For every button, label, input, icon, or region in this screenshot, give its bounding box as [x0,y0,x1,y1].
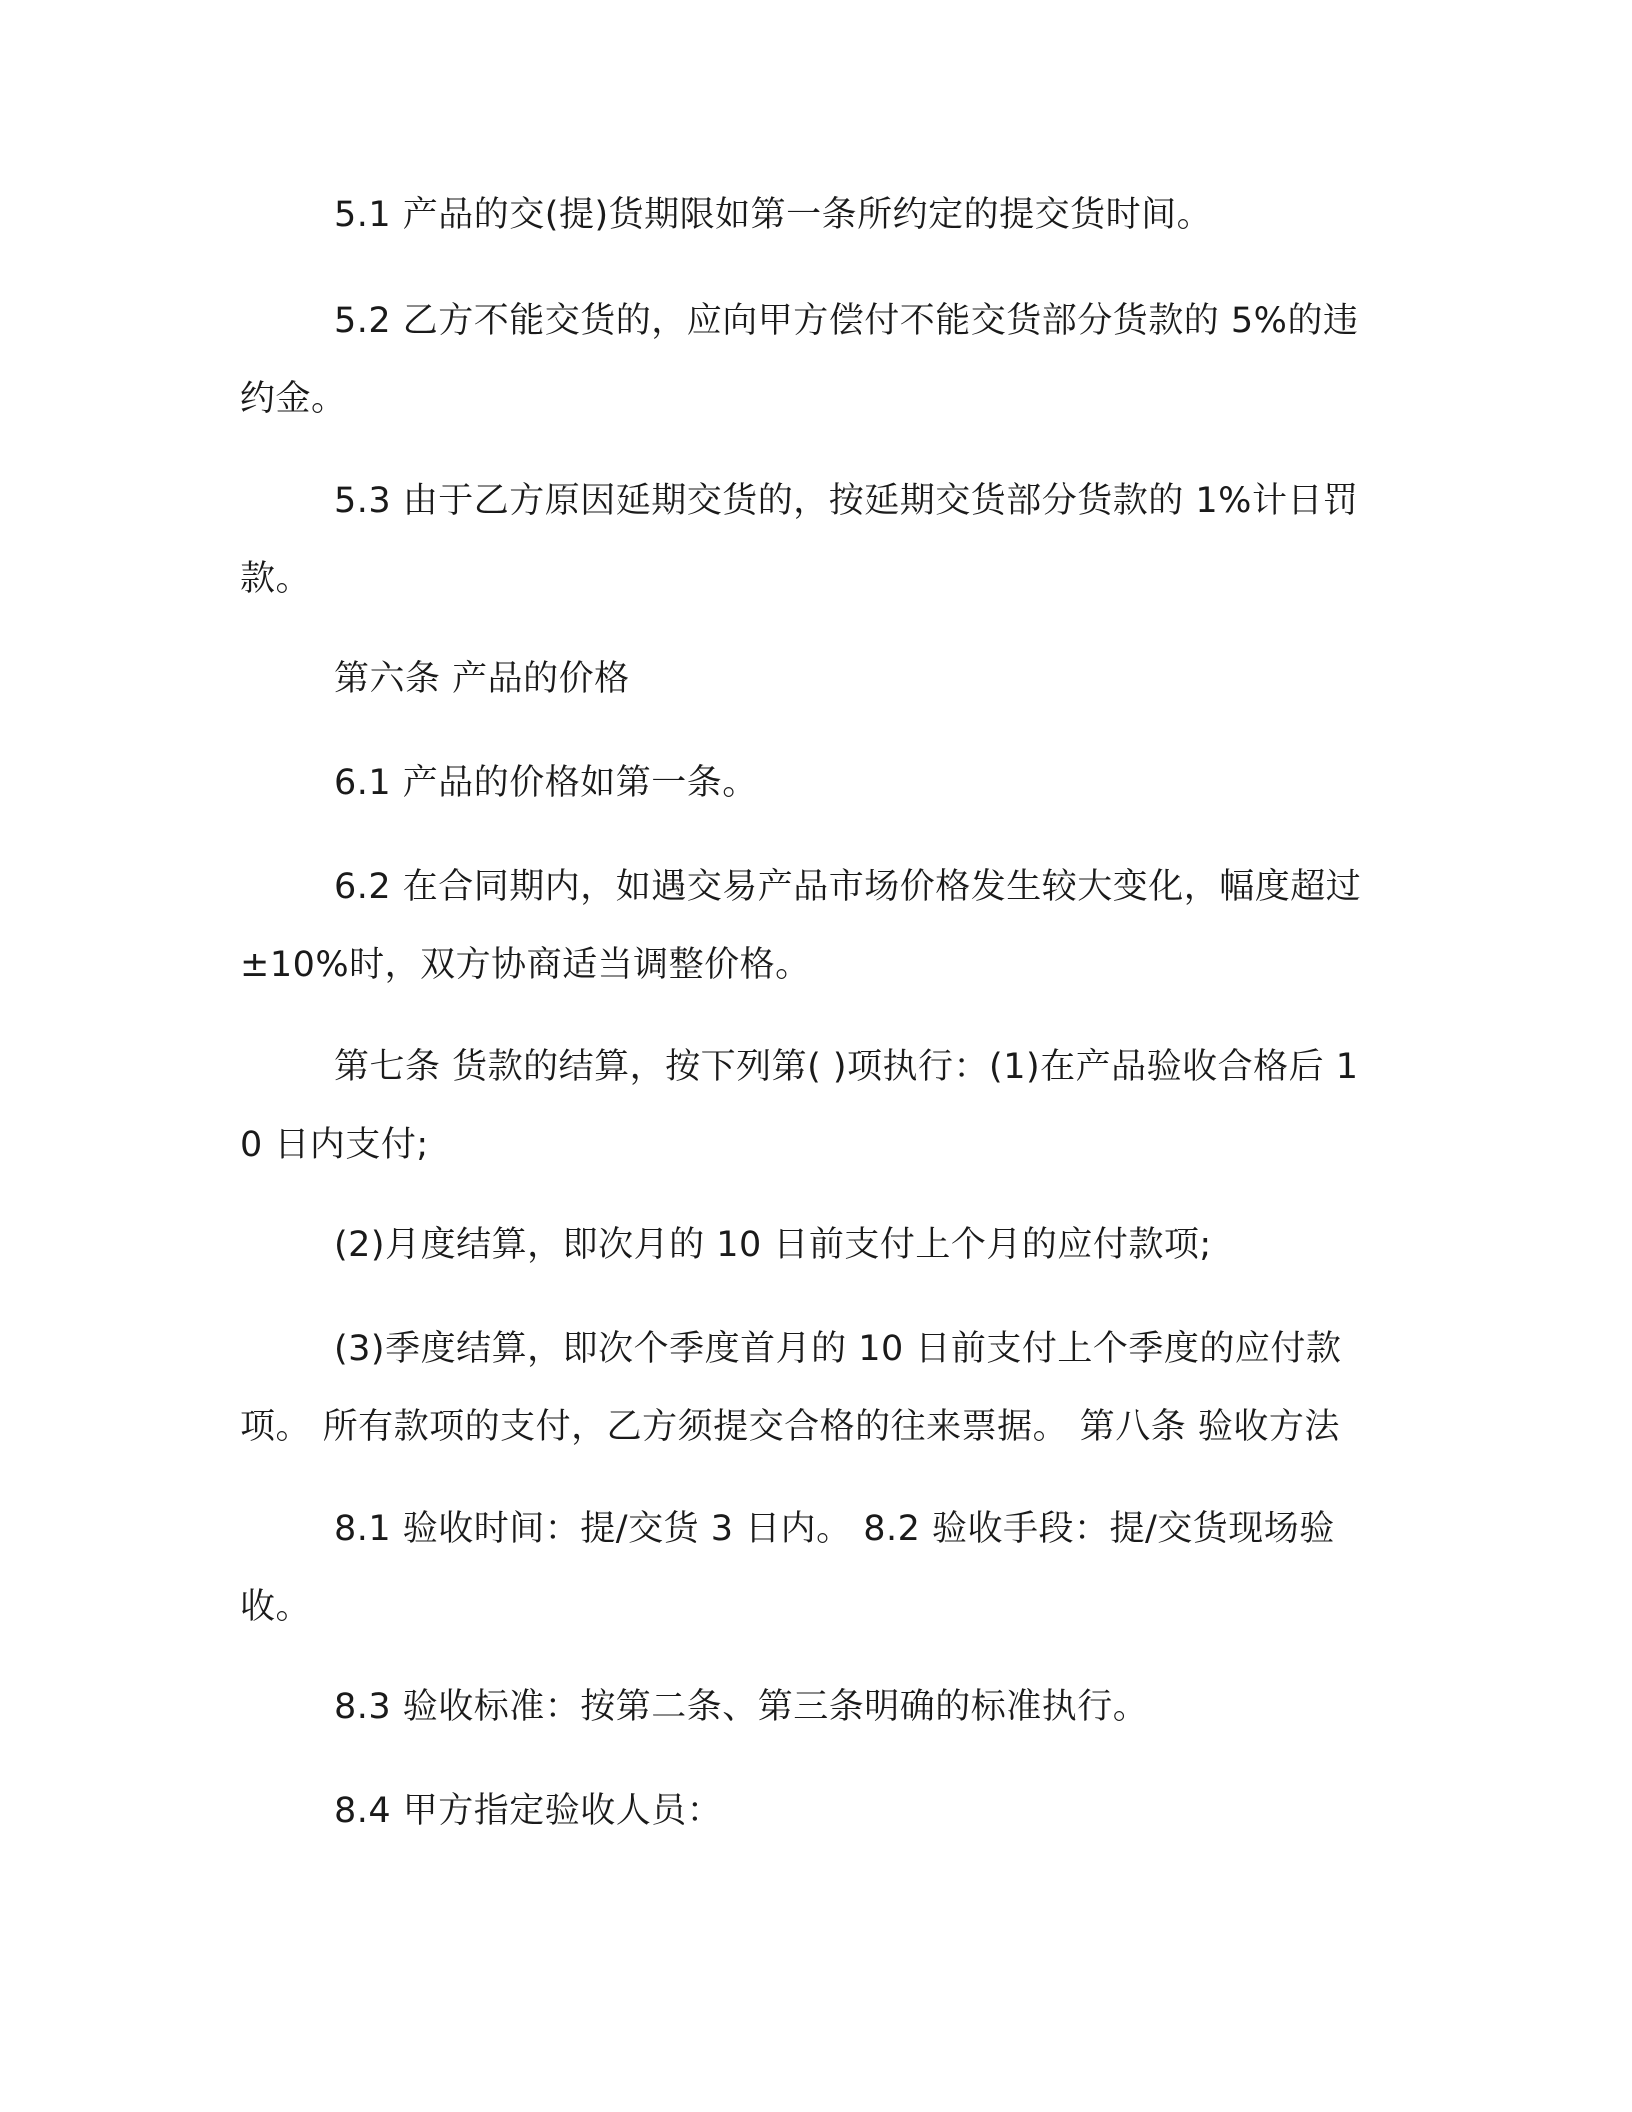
clause-8-3: 8.3 验收标准：按第二条、第三条明确的标准执行。 [334,1687,1149,1727]
clause-6-1: 6.1 产品的价格如第一条。 [334,763,758,803]
clause-5-3: 5.3 由于乙方原因延期交货的，按延期交货部分货款的 1%计日罚款。 [240,481,1359,599]
payment-option-2: (2)月度结算，即次月的 10 日前支付上个月的应付款项; [334,1225,1212,1265]
article-7-payment: 第七条 货款的结算，按下列第( )项执行：(1)在产品验收合格后 10 日内支付; [240,1047,1359,1165]
article-6-heading: 第六条 产品的价格 [334,659,630,699]
clause-6-2: 6.2 在合同期内，如遇交易产品市场价格发生较大变化，幅度超过±10%时，双方协商适当调整价格。 [240,867,1362,985]
payment-option-3: (3)季度结算，即次个季度首月的 10 日前支付上个季度的应付款项。 所有款项的支付，乙方须提交合格的往来票据。 第八条 验收方法 [240,1329,1342,1447]
clause-5-1: 5.1 产品的交(提)货期限如第一条所约定的提交货时间。 [334,195,1213,235]
clause-8-1-8-2: 8.1 验收时间：提/交货 3 日内。 8.2 验收手段：提/交货现场验收。 [240,1509,1335,1627]
clause-5-2: 5.2 乙方不能交货的，应向甲方偿付不能交货部分货款的 5%的违约金。 [240,301,1359,419]
clause-8-4: 8.4 甲方指定验收人员： [334,1791,723,1831]
